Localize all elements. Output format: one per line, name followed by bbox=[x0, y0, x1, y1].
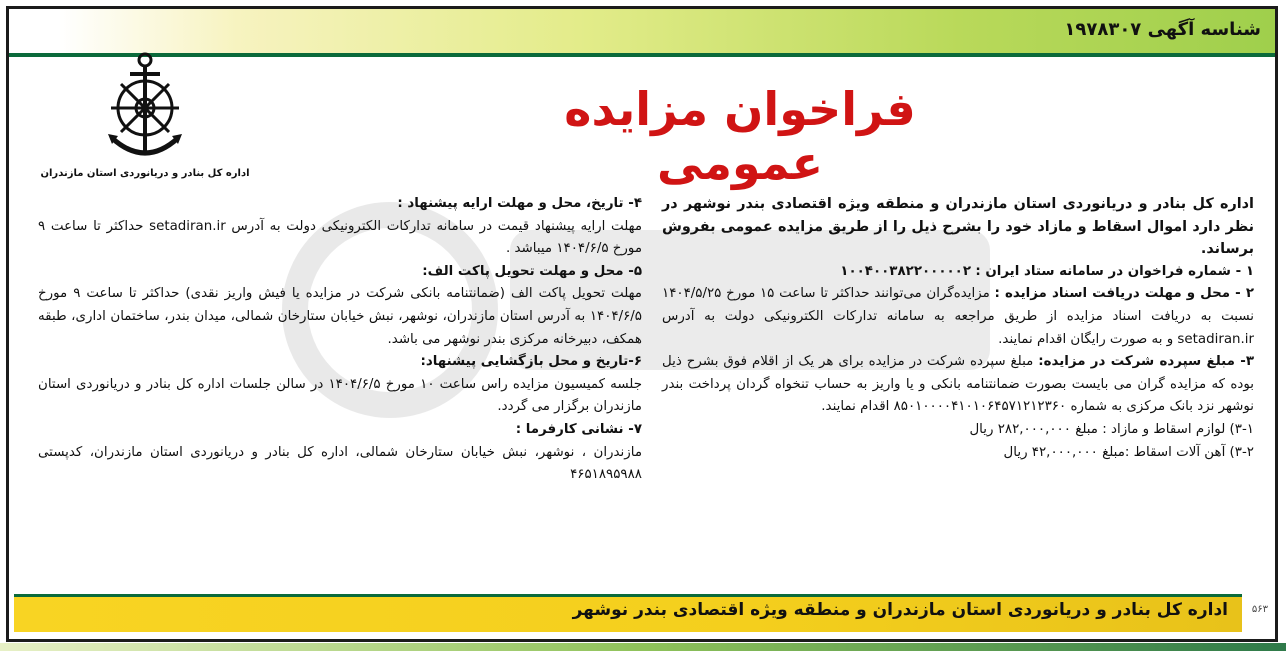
intro-text: اداره کل بنادر و دریانوردی استان مازندران و منطقه ویژه اقتصادی بندر نوشهر در نظر دارد اموال اسقاط و مازاد خود را بشرح ذیل را از طریق مزایده عمومی بفروش برساند. bbox=[662, 196, 1254, 258]
left-column bbox=[38, 193, 642, 487]
section-2-text: مزایده‌گران می‌توانند حداکثر تا ساعت ۱۵ مورخ ۱۴۰۴/۵/۲۵ نسبت به دریافت اسناد مزایده از طریق مراجعه به سامانه تدارکات الکترونیکی دولت به آدرس setadiran.ir و به صورت رایگان اقدام نمایند. bbox=[662, 286, 1254, 347]
headline: فراخوان مزایده عمومی bbox=[564, 82, 916, 190]
section-7-title: ۷- نشانی کارفرما : bbox=[515, 421, 642, 437]
section-3-title: ۳- مبلغ سپرده شرکت در مزایده: bbox=[1038, 354, 1254, 370]
logo-caption: اداره کل بنادر و دریانوردی استان مازندران bbox=[40, 168, 250, 179]
right-column bbox=[662, 193, 1254, 464]
bottom-banner-org: اداره کل بنادر و دریانوردی استان مازندران و منطقه ویژه اقتصادی بندر نوشهر bbox=[572, 600, 1228, 620]
section-3-text: مبلغ سپرده شرکت در مزایده برای هر یک از اقلام فوق بشرح ذیل بوده که مزایده گران می بایست بصورت ضمانتنامه بانکی و یا واریز به حساب تنخواه گردان پرداخت بندر نوشهر نزد بانک مرکزی به شماره ۸۵۰۱۰۰۰۰۴۱۰۱۰۶۴۵۷۱۲۱۲۳۶۰ اقدام نمایند. bbox=[662, 354, 1254, 415]
bottom-banner-edge bbox=[14, 594, 1242, 597]
ad-id: شناسه آگهی ۱۹۷۸۳۰۷ bbox=[1064, 19, 1261, 40]
section-7-text: مازندران ، نوشهر، نبش خیابان ستارخان شمالی، اداره کل بنادر و دریانوردی استان مازندران، کدپستی ۴۶۵۱۸۹۵۹۸۸ bbox=[38, 444, 642, 483]
section-3-item-1: ۳-۱) لوازم اسقاط و مازاد : مبلغ ۲۸۲,۰۰۰,۰۰۰ ریال bbox=[969, 421, 1254, 437]
section-1-value: ۱۰۰۴۰۰۳۸۲۲۰۰۰۰۰۲ bbox=[840, 263, 972, 279]
section-5-text: مهلت تحویل پاکت الف (ضمانتنامه بانکی شرکت در مزایده یا فیش واریز نقدی) حداکثر تا ساعت ۹ مورخ ۱۴۰۴/۶/۵ به آدرس استان مازندران، نوشهر، نبش خیابان ستارخان شمالی، میدان بندر، ساختمان اداری، طبقه همکف، دبیرخانه مرکزی بندر نوشهر می باشد. bbox=[38, 286, 642, 347]
section-4-title: ۴- تاریخ، محل و مهلت ارایه پیشنهاد : bbox=[397, 196, 642, 211]
top-banner-stripe bbox=[9, 53, 1275, 57]
section-2-title: ۲ - محل و مهلت دریافت اسناد مزایده : bbox=[994, 286, 1255, 302]
footer-strip bbox=[0, 643, 1286, 651]
section-1-title: ۱ - شماره فراخوان در سامانه ستاد ایران : bbox=[975, 263, 1254, 279]
section-6-text: جلسه کمیسیون مزایده راس ساعت ۱۰ مورخ ۱۴۰۴/۶/۵ در سالن جلسات اداره کل بنادر و دریانوردی استان مازندران برگزار می گردد. bbox=[38, 376, 642, 415]
section-4-text: مهلت ارایه پیشنهاد قیمت در سامانه تدارکات الکترونیکی دولت به آدرس setadiran.ir حداکثر تا ساعت ۹ مورخ ۱۴۰۴/۶/۵ میباشد . bbox=[38, 218, 642, 257]
bottom-banner bbox=[14, 594, 1242, 632]
section-5-title: ۵- محل و مهلت تحویل پاکت الف: bbox=[422, 263, 642, 279]
top-banner bbox=[9, 9, 1275, 57]
page-number: ۵۶۳ bbox=[1251, 604, 1268, 615]
section-3-item-2: ۳-۲) آهن آلات اسقاط :مبلغ ۴۲,۰۰۰,۰۰۰ ریال bbox=[1003, 444, 1254, 460]
anchor-ship-wheel-icon bbox=[100, 50, 190, 165]
section-6-title: ۶-تاریخ و محل بازگشایی پیشنهاد: bbox=[420, 354, 642, 370]
